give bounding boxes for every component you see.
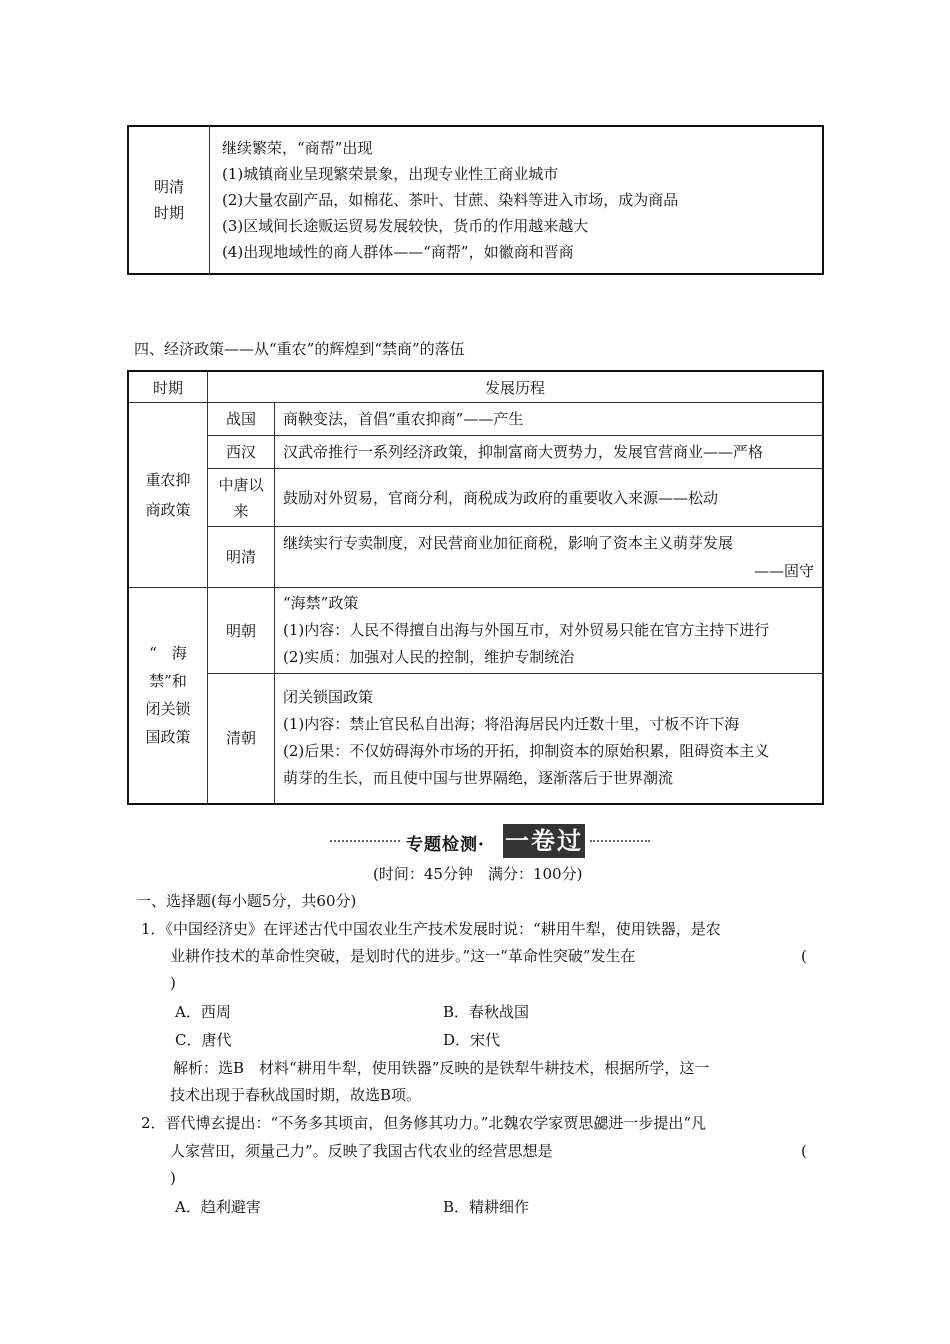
analysis-text: 解析：选B 材料“耕用牛犁，使用铁器”反映的是铁犁牛耕技术，根据所学，这一 xyxy=(173,1059,710,1077)
exam-info: (时间：45分钟 满分：100分) xyxy=(373,865,583,883)
question-text: 业耕作技术的革命性突破，是划时代的进步。”这一“革命性突破”发生在 xyxy=(170,947,636,965)
era-cell: 西汉 xyxy=(208,436,275,469)
analysis-text: 技术出现于春秋战国时期，故选B项。 xyxy=(170,1086,422,1104)
dev-cell: 鼓励对外贸易，官商分利，商税成为政府的重要收入来源——松动 xyxy=(275,469,824,527)
dev-line: (1)内容：人民不得擅自出海与外国互市，对外贸易只能在官方主持下进行 xyxy=(283,621,770,639)
answer-paren: ( xyxy=(801,947,807,965)
option: A．趋利避害 xyxy=(175,1198,261,1216)
dev-line: (2)后果：不仅妨碍海外市场的开拓，抑制资本的原始积累，阻碍资本主义 xyxy=(283,742,770,761)
question-text: 1．《中国经济史》在评述古代中国农业生产技术发展时说：“耕用牛犁，使用铁器，是农 xyxy=(141,920,721,938)
dev-cell xyxy=(275,674,824,804)
category-label: 重农抑 xyxy=(145,471,191,489)
era-cell: 战国 xyxy=(208,403,275,436)
period-label: 明清 xyxy=(153,178,184,196)
content-line: (1)城镇商业呈现繁荣景象，出现专业性工商业城市 xyxy=(222,165,559,183)
answer-paren: ) xyxy=(170,1169,176,1187)
banner-box: 一卷过 xyxy=(503,824,585,858)
policy-table xyxy=(127,370,824,805)
answer-paren: ) xyxy=(170,974,176,992)
banner-title: 专题检测· xyxy=(406,835,485,855)
dev-line: (2)实质：加强对人民的控制，维护专制统治 xyxy=(283,648,575,666)
dev-cell: 商鞅变法，首倡“重农抑商”——产生 xyxy=(275,403,824,436)
dev-line: (1)内容：禁止官民私自出海；将沿海居民内迁数十里，寸板不许下海 xyxy=(283,715,740,734)
option: C．唐代 xyxy=(175,1031,232,1049)
category-label: 国政策 xyxy=(145,728,191,747)
era-cell: 明清 xyxy=(208,527,275,588)
option: D．宋代 xyxy=(443,1031,501,1049)
dots-left xyxy=(330,840,400,844)
dots-right xyxy=(590,840,650,844)
option: B．精耕细作 xyxy=(443,1198,530,1216)
header-development: 发展历程 xyxy=(208,371,824,403)
era-cell: 明朝 xyxy=(208,588,275,674)
question-text: 人家营田，须量己力”。反映了我国古代农业的经营思想是 xyxy=(170,1142,553,1160)
dev-line: 闭关锁国政策 xyxy=(283,688,374,707)
period-label: 时期 xyxy=(153,204,184,222)
category-label: 禁”和 xyxy=(149,672,187,691)
period-cell xyxy=(128,126,210,274)
dev-line: 萌芽的生长，而且使中国与世界隔绝，逐渐落后于世界潮流 xyxy=(283,769,674,788)
category-cell xyxy=(128,403,208,588)
section-banner xyxy=(330,824,650,860)
dev-tail: ——固守 xyxy=(753,562,814,580)
category-label: “ 海 xyxy=(149,644,187,663)
dev-cell: 汉武帝推行一系列经济政策，抑制富商大贾势力，发展官营商业——严格 xyxy=(275,436,824,469)
dev-cell xyxy=(275,527,824,588)
dev-line: 继续实行专卖制度，对民营商业加征商税，影响了资本主义萌芽发展 xyxy=(283,534,734,552)
content-cell xyxy=(210,126,824,274)
content-line: (2)大量农副产品，如棉花、茶叶、甘蔗、染料等进入市场，成为商品 xyxy=(222,191,679,209)
merchant-table xyxy=(127,125,824,275)
content-line: (3)区域间长途贩运贸易发展较快，货币的作用越来越大 xyxy=(222,217,589,235)
dev-line: “海禁”政策 xyxy=(283,594,359,612)
dev-cell xyxy=(275,588,824,674)
header-period: 时期 xyxy=(128,371,208,403)
content-line: 继续繁荣，“商帮”出现 xyxy=(222,139,373,157)
answer-paren: ( xyxy=(801,1142,807,1160)
category-label: 商政策 xyxy=(145,501,191,519)
era-cell: 中唐以来 xyxy=(208,469,275,527)
section-title: 四、经济政策——从“重农”的辉煌到“禁商”的落伍 xyxy=(134,340,465,358)
section-heading: 一、选择题(每小题5分，共60分) xyxy=(136,892,357,910)
option: A．西周 xyxy=(175,1003,231,1021)
option: B．春秋战国 xyxy=(443,1003,530,1021)
category-cell xyxy=(128,588,208,804)
category-label: 闭关锁 xyxy=(145,700,191,719)
question-text: 2．晋代博玄提出：“不务多其顷亩，但务修其功力。”北魏农学家贾思勰进一步提出“凡 xyxy=(141,1114,707,1132)
content-line: (4)出现地域性的商人群体——“商帮”，如徽商和晋商 xyxy=(222,243,574,261)
era-cell: 清朝 xyxy=(208,674,275,804)
